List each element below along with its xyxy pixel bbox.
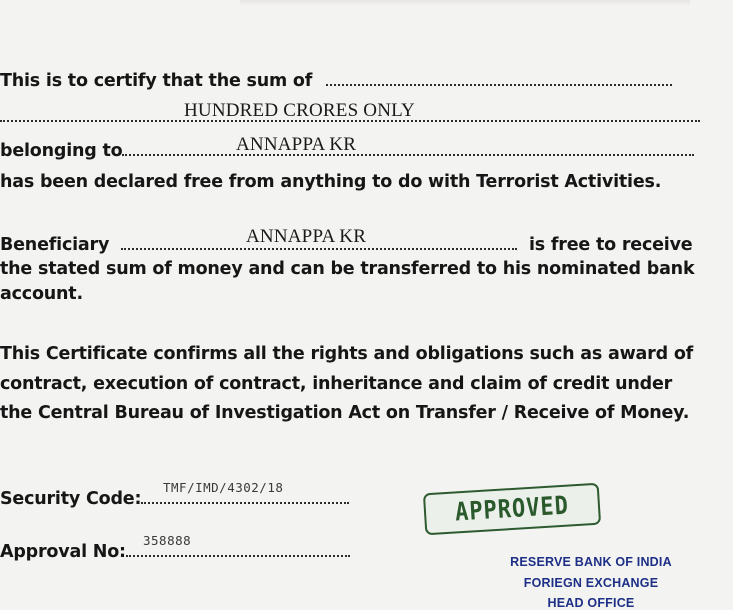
issuer-line-1: RESERVE BANK OF INDIA <box>510 555 672 569</box>
sum-line <box>0 66 672 91</box>
approval-label: Approval No: <box>0 542 126 562</box>
declared-line: has been declared free from anything to do with Terrorist Activities. <box>0 172 662 192</box>
confirms-line-2: contract, execution of contract, inheritance and claim of credit under <box>0 374 673 394</box>
approval-value: 358888 <box>143 533 192 548</box>
issuer-line-2: FORIEGN EXCHANGE <box>523 576 659 590</box>
belonging-dots <box>122 136 694 156</box>
confirms-line-1: This Certificate confirms all the rights and obligations such as award of <box>0 344 694 364</box>
approved-stamp-text: APPROVED <box>454 491 570 527</box>
beneficiary-value: ANNAPPA KR <box>246 226 367 247</box>
sum-dots <box>326 66 672 86</box>
confirms-line-3: the Central Bureau of Investigation Act on Transfer / Receive of Money. <box>0 403 690 423</box>
belonging-label: belonging to <box>0 141 123 161</box>
beneficiary-label: Beneficiary <box>0 235 110 255</box>
issuer-line-3: HEAD OFFICE <box>547 596 635 610</box>
beneficiary-line-2: the stated sum of money and can be transferred to his nominated bank <box>0 259 695 279</box>
top-edge-band <box>240 0 690 6</box>
security-code-value: TMF/IMD/4302/18 <box>163 480 284 495</box>
security-code-label: Security Code: <box>0 489 142 509</box>
beneficiary-line-3: account. <box>0 284 83 304</box>
belonging-value: ANNAPPA KR <box>236 134 357 155</box>
sum-value: HUNDRED CRORES ONLY <box>184 100 415 121</box>
beneficiary-suffix: is free to receive <box>528 235 693 255</box>
approved-stamp <box>423 483 601 536</box>
sum-label: This is to certify that the sum of <box>0 71 313 91</box>
